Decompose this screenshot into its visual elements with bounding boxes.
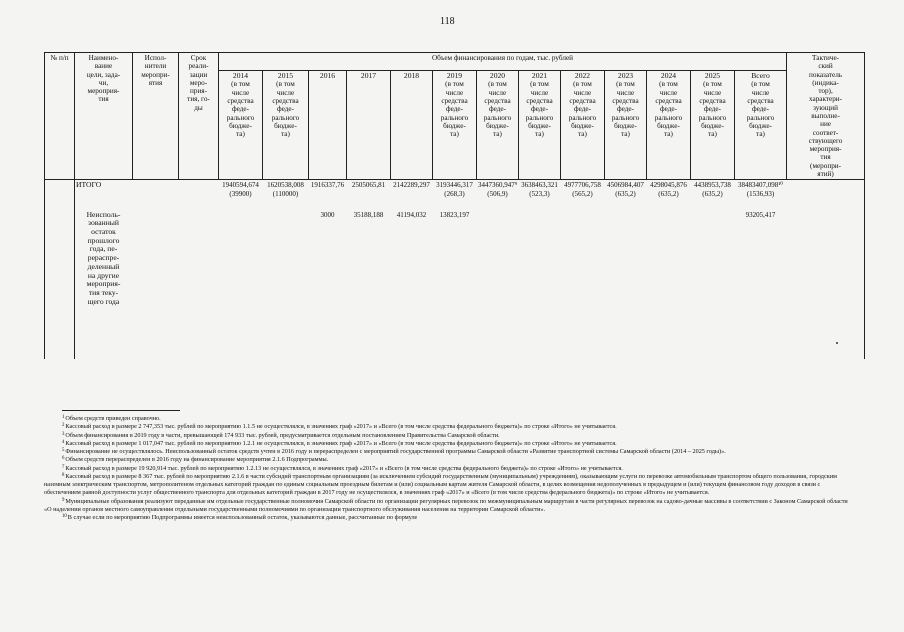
page-number: 118 [440, 16, 455, 27]
value-cell: 1916337,76 [310, 181, 345, 190]
value-cell-total: 38483407,098¹⁰ (1536,93) [737, 181, 784, 198]
value-cell: 3000 [320, 210, 335, 219]
value-cell: 2142289,297 [393, 181, 430, 190]
footnotes [44, 415, 852, 522]
footnote: $^6$Объем средств перераспределен в 2016 году на финансирование мероприятия 2.1.6 Подпрограммы. [62, 456, 329, 464]
footnote-divider [62, 410, 180, 411]
year-header: 2025 (в том числе средства феде- рального бюдже- та) [691, 70, 735, 180]
year-header: 2014 (в том числе средства феде- рального бюдже- та) [219, 70, 263, 180]
value-cell-total: 93205,417 [745, 210, 776, 219]
row-label-unused-balance: Неисполь- зованный остаток прошлого года, пе- рераспре- деленный на другие мероприя- тия теку- щего года [75, 199, 133, 359]
scan-dot [836, 342, 838, 344]
value-cell: 1940594,674 (39900) [222, 181, 259, 198]
header-executors: Испол- нители меропри- ятия [133, 53, 179, 180]
year-header: 2018 [391, 70, 433, 180]
header-tactical-indicator: Тактиче- ский показатель (индика- тор), характери- зующий выполне- ние соответ- ствующего мероприя- тия (меропри- ятий) [787, 53, 865, 180]
financing-table [44, 52, 865, 359]
row-label-total: ИТОГО [75, 180, 133, 199]
year-header: 2017 [347, 70, 391, 180]
value-cell: 3447360,947⁹ (506,9) [478, 181, 518, 198]
value-cell: 2505065,81 [351, 181, 386, 190]
footnote: $^4$Кассовый расход в размере 1 017,047 тыс. рублей по мероприятию 1.2.1 не осуществлялся, в значениях граф «2017» и «Всего (в том числе средства федерального бюджета)» по строке «Итого» не учитывается. [62, 439, 617, 447]
value-cell: 3638463,321 (523,3) [521, 181, 558, 198]
header-num: № п/п [45, 53, 75, 180]
value-cell: 1620538,008 (110000) [267, 181, 304, 198]
value-cell [605, 199, 647, 359]
value-cell: 4298045,876 (635,2) [650, 181, 687, 198]
footnote: $^1$Объем средств приведен справочно. [62, 415, 161, 422]
value-cell: 4506984,407 (635,2) [607, 181, 644, 198]
value-cell: 4977706,758 (565,2) [564, 181, 601, 198]
year-header: 2024 (в том числе средства феде- рального бюдже- та) [647, 70, 691, 180]
value-cell [219, 199, 263, 359]
footnote: $^9$Муниципальные образования реализуют переданные им отдельные государственные полномочия Самарской области по организации регулярных перевозок по межмуниципальным маршрутам в части регулярных перевозок на садово-дачные массивы в соответствии с Законом Самарской области «О наделении органов местного самоуправления отдельными государственными полномочиями по организации транспортного обслуживания населения на территории Самарской области». [44, 497, 848, 513]
year-header: 2020 (в том числе средства феде- рального бюдже- та) [477, 70, 519, 180]
year-header: 2015 (в том числе средства феде- рального бюдже- та) [263, 70, 309, 180]
year-header: 2022 (в том числе средства феде- рального бюдже- та) [561, 70, 605, 180]
value-cell: 4438953,738 (635,2) [694, 181, 731, 198]
year-header: 2016 [309, 70, 347, 180]
value-cell: 41194,032 [396, 210, 427, 219]
footnote: $^7$Кассовый расход в размере 19 920,914 тыс. рублей по мероприятию 1.2.13 не осуществлялся, в значениях граф «2017» и «Всего (в том числе средства федерального бюджета)» по строке «Итого» не учитывается. [62, 464, 623, 472]
value-cell [647, 199, 691, 359]
value-cell [561, 199, 605, 359]
value-cell: 35188,188 [353, 210, 384, 219]
value-cell: 13823,197 [439, 210, 470, 219]
header-financing-group: Объем финансирования по годам, тыс. рублей [219, 53, 787, 71]
header-name: Наимено- вание цели, зада- чи, мероприя- тия [75, 53, 133, 180]
value-cell [263, 199, 309, 359]
year-header: 2019 (в том числе средства феде- рального бюдже- та) [433, 70, 477, 180]
footnote: $^8$Кассовый расход в размере 8 367 тыс. рублей по мероприятию 2.1.6 в части субсидий транспортным организациям (за исключением субсидий государственным (муниципальным) учреждениям), оказывающим услуги по перевозке автомобильным транспортом общего пользования, городским наземным электрическим транспортом, метрополитеном отдельных категорий граждан по единым социальным проездным билетам и (или) социальным картам жителя Самарской области, в целях возмещения недополученных в предыдущем и (или) текущем финансовом году доходов в связи с обеспечением равной доступности услуг общественного транспорта для отдельных категорий граждан в 2017 году не осуществлялся, в значениях граф «2017» и «Всего (в том числе средства федерального бюджета)» по строке «Итого» не учитывается. [44, 472, 837, 497]
table-row-total [45, 180, 865, 199]
footnote: $^3$Объем финансирования в 2019 году в части, превышающей 174 933 тыс. рублей, предусматривается отдельным постановлением Правительства Самарской области. [62, 431, 500, 439]
value-cell [477, 199, 519, 359]
value-cell [691, 199, 735, 359]
footnote: $^{10}$В случае если по мероприятию Подпрограммы имеется неиспользованный остаток, указываются данные, рассчитанные по формуле [62, 514, 418, 521]
year-header: 2021 (в том числе средства феде- рального бюдже- та) [519, 70, 561, 180]
header-term: Срок реали- зации меро- прия- тия, го- ды [179, 53, 219, 180]
year-header: 2023 (в том числе средства феде- рального бюдже- та) [605, 70, 647, 180]
value-cell: 3193446,317 (268,3) [436, 181, 473, 198]
footnote: $^2$Кассовый расход в размере 2 747,353 тыс. рублей по мероприятию 1.1.5 не осуществлялся, в значениях граф «2017» и «Всего (в том числе средства федерального бюджета)» по строке «Итого» не учитывается. [62, 423, 617, 431]
financing-table-container [44, 52, 864, 392]
value-cell [519, 199, 561, 359]
year-header-total: Всего (в том числе средства феде- рального бюдже- та) [735, 70, 787, 180]
table-row-unused-balance [45, 199, 865, 359]
footnote: $^5$Финансирование не осуществлялось. Неиспользованный остаток средств учтен в 2016 году и перераспределен с мероприятий государственной программы Самарской области «Развитие транспортной системы Самарской области (2014 – 2025 годы)». [62, 448, 726, 455]
